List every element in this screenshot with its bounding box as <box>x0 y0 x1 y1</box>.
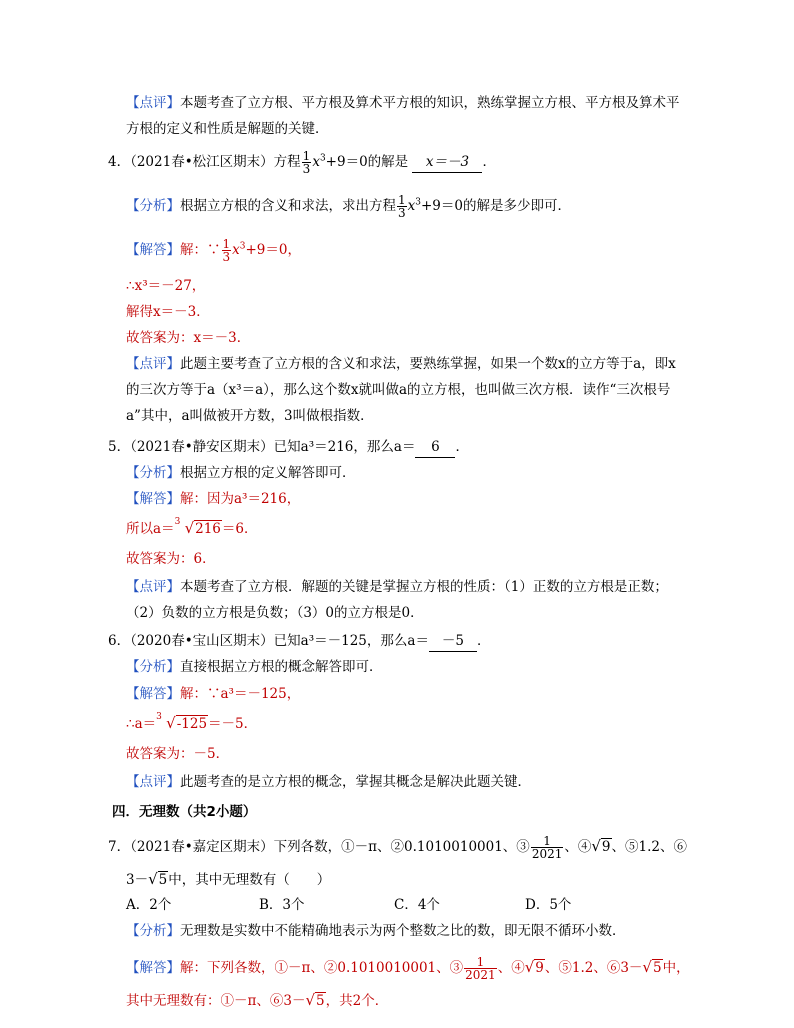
square-root: √5 <box>305 991 325 1009</box>
q6-analysis: 【分析】直接根据立方根的概念解答即可． <box>126 659 383 675</box>
q6-step: ∴a＝ 3 √-125＝－5． <box>126 712 258 732</box>
q6-answer-blank: －5 <box>429 631 477 652</box>
fraction: $\frac{1}{2021}$ <box>531 834 563 861</box>
q7-option-a: A．2个 <box>126 897 172 913</box>
q5-answer-blank: 6 <box>415 437 455 458</box>
q7-stem-line1: 7．（2021春•嘉定区期末）下列各数，①－π、②0.1010010001、③ $\frac{1}{2021}$ 、④√9、⑤1.2、⑥ <box>108 834 687 861</box>
q5-review-line1: 【点评】本题考查了立方根．解题的关键是掌握立方根的性质：（1）正数的立方根是正数； <box>126 579 668 595</box>
fraction: $\frac{1}{3}$ <box>222 237 231 264</box>
fraction: $\frac{1}{3}$ <box>398 193 406 220</box>
cube-root: 3 √-125 <box>156 712 208 732</box>
q7-analysis: 【分析】无理数是实数中不能精确地表示为两个整数之比的数，即无限不循环小数． <box>126 923 626 939</box>
q5-final: 故答案为：6． <box>126 551 216 567</box>
prev-review-line2: 方根的定义和性质是解题的关键． <box>126 121 329 137</box>
q4-solution: 【解答】解：∵ $\frac{1}{3}$ $x^3+9=0$， <box>126 237 301 264</box>
review-label: 【点评】 <box>126 95 180 111</box>
q4-final: 故答案为：x＝－3． <box>126 330 251 346</box>
square-root: √5 <box>148 870 168 888</box>
q7-stem-line2: 3－√5中，其中无理数有（ ） <box>126 870 331 888</box>
q6-final: 故答案为：－5． <box>126 746 230 762</box>
q7-option-d: D．5个 <box>525 897 572 913</box>
q4-review-line3: a”其中，a叫做被开方数，3叫做根指数． <box>126 408 374 424</box>
q5-review-line2: （2）负数的立方根是负数；（3）0的立方根是0． <box>126 605 424 621</box>
q7-option-b: B．3个 <box>259 897 305 913</box>
q4-review-line1: 【点评】此题主要考查了立方根的含义和求法，要熟练掌握，如果一个数x的立方等于a，即x <box>126 356 676 372</box>
section-heading: 四．无理数（共2小题） <box>112 804 257 820</box>
q5-stem: 5．（2021春•静安区期末）已知a³＝216，那么a＝ 6 ． <box>108 437 469 458</box>
q4-analysis: 【分析】根据立方根的含义和求法，求出方程 $\frac{1}{3}$ $x^3+9=0$的解是多少即可． <box>126 193 571 220</box>
q4-review-line2: 的三次方等于a（x³＝a），那么这个数x就叫做a的立方根，也叫做三次方根．读作“三次根号 <box>126 382 671 398</box>
q5-step: 所以a＝ 3 √216＝6． <box>126 517 258 537</box>
square-root: √9 <box>591 837 611 855</box>
q4-stem: 4．（2021春•松江区期末）方程 $\frac{1}{3}$ $x^3+9=0$的解是 x＝－3 ． <box>108 149 496 176</box>
q6-solution: 【解答】解：∵a³＝－125， <box>126 686 301 702</box>
cube-root: 3 √216 <box>174 517 221 537</box>
prev-review-line1: 【点评】本题考查了立方根、平方根及算术平方根的知识，熟练掌握立方根、平方根及算术平 <box>126 95 680 111</box>
q5-analysis: 【分析】根据立方根的定义解答即可． <box>126 465 356 481</box>
q4-answer-blank: x＝－3 <box>412 152 482 173</box>
q7-solution: 【解答】解：下列各数，①－π、②0.1010010001、③ $\frac{1}{2021}$ 、④√9、⑤1.2、⑥3－√5中， <box>126 955 690 982</box>
q6-stem: 6．（2020春•宝山区期末）已知a³＝－125，那么a＝ －5 ． <box>108 631 490 652</box>
q7-conclusion: 其中无理数有：①－π、⑥3－√5，共2个． <box>126 991 389 1009</box>
q7-option-c: C．4个 <box>394 897 440 913</box>
q6-review: 【点评】此题考查的是立方根的概念，掌握其概念是解决此题关键． <box>126 774 531 790</box>
q4-step1: ∴x³＝－27， <box>126 278 206 294</box>
square-root: √9 <box>524 958 544 976</box>
fraction: $\frac{1}{2021}$ <box>465 955 496 982</box>
fraction: $\frac{1}{3}$ <box>302 149 311 176</box>
q4-step2: 解得x＝－3． <box>126 304 210 320</box>
q5-solution: 【解答】解：因为a³＝216， <box>126 491 301 507</box>
square-root: √5 <box>642 958 662 976</box>
